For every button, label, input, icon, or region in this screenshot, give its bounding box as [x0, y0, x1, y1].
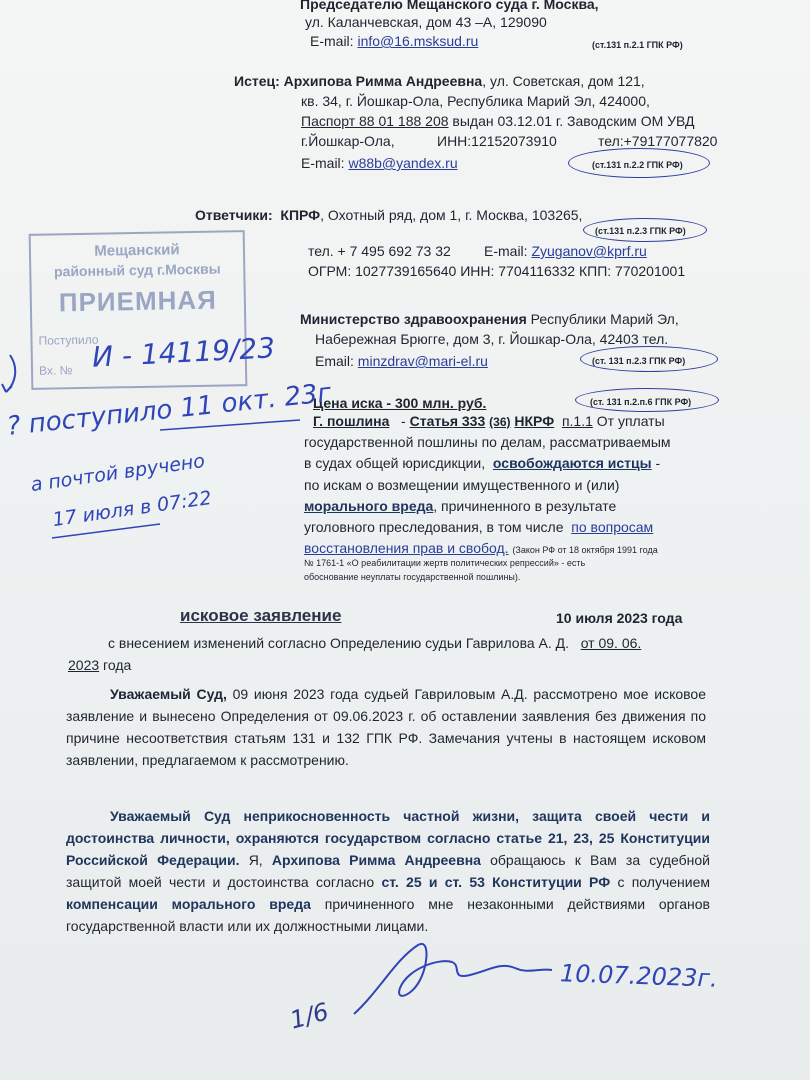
handwritten-mail-note-2: 17 июля в 07:22 [51, 486, 213, 532]
duty-line2: государственной пошлины по делам, рассматриваемым [304, 434, 671, 450]
kprf-name: КПРФ [280, 207, 321, 223]
plaintiff-email-line: E-mail: w88b@yandex.ru [301, 155, 458, 171]
duty-restore: восстановления прав и свобод. [304, 540, 509, 556]
price-ref: (ст. 131 п.2.п.6 ГПК РФ) [590, 397, 692, 407]
minzdrav-name: Министерство здравоохранения [300, 311, 527, 327]
handwritten-received-note: ? поступило 11 окт. 23г [5, 378, 333, 442]
handwritten-mail-note-1: а почтой вручено [29, 449, 207, 497]
handwritten-reg-number: И - 14119/23 [91, 331, 276, 374]
defendant-kprf-line: Ответчики: КПРФ, Охотный ряд, дом 1, г. Москва, 103265, [195, 207, 583, 223]
plaintiff-ref: (ст.131 п.2.2 ГПК РФ) [592, 160, 683, 170]
plaintiff-phone: тел:+79177077820 [598, 133, 718, 149]
paragraph-1: Уважаемый Суд, 09 июня 2023 года судьей Гавриловым А.Д. рассмотрено мое исковое заявление и вынесено Определения от 09.06.2023 г. об оставлении заявления без движения по причине несоответствия статьям 131 и 132 ГПК РФ. Замечания учтены в настоящем исковом заявлении, предлагаемом к рассмотрению. [66, 686, 706, 768]
duty-line1: Г. пошлина - Статья 333 (36) НКРФ п.1.1 От уплаты [313, 413, 665, 429]
duty-code: НКРФ [514, 413, 555, 429]
minzdrav-address: Набережная Брюгге, дом 3, г. Йошкар-Ола, 42403 тел. [315, 331, 669, 347]
claim-price: Цена иска - 300 млн. руб. [313, 395, 487, 411]
duty-article: Статья 333 [409, 413, 486, 429]
plaintiff-passport-line: Паспорт 88 01 188 208 выдан 03.12.01 г. Заводским ОМ УВД [301, 113, 695, 129]
court-name: Председателю Мещанского суда г. Москва, [300, 0, 599, 12]
minzdrav-email-link[interactable]: minzdrav@mari-el.ru [357, 353, 488, 369]
title-sub2: 2023 года [68, 657, 132, 673]
stamp-line2: районный суд г.Москвы [53, 260, 221, 280]
law-note-2: № 1761-1 «О реабилитации жертв политических репрессий» - есть [304, 558, 586, 568]
minzdrav-line1: Министерство здравоохранения Республики Марий Эл, [300, 311, 679, 327]
stamp-big: ПРИЕМНАЯ [58, 284, 218, 318]
stamp-vh: Вх. № [38, 363, 73, 378]
plaintiff-city: г.Йошкар-Ола, [301, 133, 395, 149]
duty-issues: по вопросам [571, 519, 654, 535]
kprf-registration: ОГРМ: 1027739165640 ИНН: 7704116332 КПП: 770201001 [308, 263, 686, 279]
title-sub1: с внесением изменений согласно Определению судьи Гаврилова А. Д. от 09. 06. [108, 635, 642, 651]
duty-line4: по искам о возмещении имущественного и (или) [304, 477, 620, 493]
duty-exempt: освобождаются истцы [492, 455, 652, 471]
stamp-received: Поступило [38, 332, 99, 348]
stamp-line1: Мещанский [94, 241, 180, 260]
minzdrav-email-line: Email: minzdrav@mari-el.ru [315, 353, 488, 369]
defendants-label: Ответчики: [195, 207, 273, 223]
document-title: исковое заявление [180, 606, 342, 625]
court-ref: (ст.131 п.2.1 ГПК РФ) [592, 40, 683, 50]
plaintiff-line1: Истец: Архипова Римма Андреевна, ул. Советская, дом 121, [234, 73, 645, 89]
paragraph-2: Уважаемый Суд неприкосновенность частной жизни, защита своей чести и достоинства личности, охраняются государством согласно статье 21, 23, 25 Конституции Российской Федерации. Я, Архипова Римма Андреевна обращаюсь к Вам за судебной защитой моей чести и достоинства согласно ст. 25 и ст. 53 Конституции РФ с получением компенсации морального вреда причиненного мне незаконными действиями органов государственной власти или их должностными лицами. [66, 808, 710, 934]
signature-stroke [354, 944, 552, 1014]
court-email-link[interactable]: info@16.msksud.ru [357, 33, 479, 49]
handwritten-signature-date: 10.07.2023г. [559, 959, 719, 993]
duty-moral: морального вреда [304, 498, 434, 514]
plaintiff-address: кв. 34, г. Йошкар-Ола, Республика Марий Эл, 424000, [301, 93, 650, 109]
duty-line6: уголовного преследования, в том числе по вопросам [304, 519, 654, 535]
kprf-ref: (ст.131 п.2.3 ГПК РФ) [595, 226, 686, 236]
document-date: 10 июля 2023 года [556, 610, 683, 626]
law-note: (Закон РФ от 18 октября 1991 года [512, 545, 658, 555]
plaintiff-inn: ИНН:12152073910 [437, 133, 557, 149]
duty-line3: в судах общей юрисдикции, освобождаются истцы - [304, 455, 661, 471]
kprf-phone: тел. + 7 495 692 73 32 [308, 243, 451, 259]
kprf-email-line: E-mail: Zyuganov@kprf.ru [484, 243, 647, 259]
court-email-line: E-mail: info@16.msksud.ru [310, 33, 479, 49]
plaintiff-name: Архипова Римма Андреевна [283, 73, 483, 89]
court-address: ул. Каланчевская, дом 43 –А, 129090 [305, 14, 547, 30]
plaintiff-passport: Паспорт 88 01 188 208 [301, 113, 449, 129]
duty-label: Г. пошлина [313, 413, 390, 429]
underline-stroke-1 [160, 420, 300, 430]
duty-line5: морального вреда, причиненного в результате [304, 498, 617, 514]
minzdrav-ref: (ст. 131 п.2.3 ГПК РФ) [592, 356, 686, 366]
plaintiff-label: Истец: [234, 73, 280, 89]
kprf-email-link[interactable]: Zyuganov@kprf.ru [531, 243, 647, 259]
underline-stroke-2 [52, 524, 160, 538]
plaintiff-email-link[interactable]: w88b@yandex.ru [348, 155, 458, 171]
handwritten-page-number: 1/6 [287, 997, 332, 1035]
law-note-3: обоснование неуплаты государственной пошлины). [304, 572, 521, 582]
